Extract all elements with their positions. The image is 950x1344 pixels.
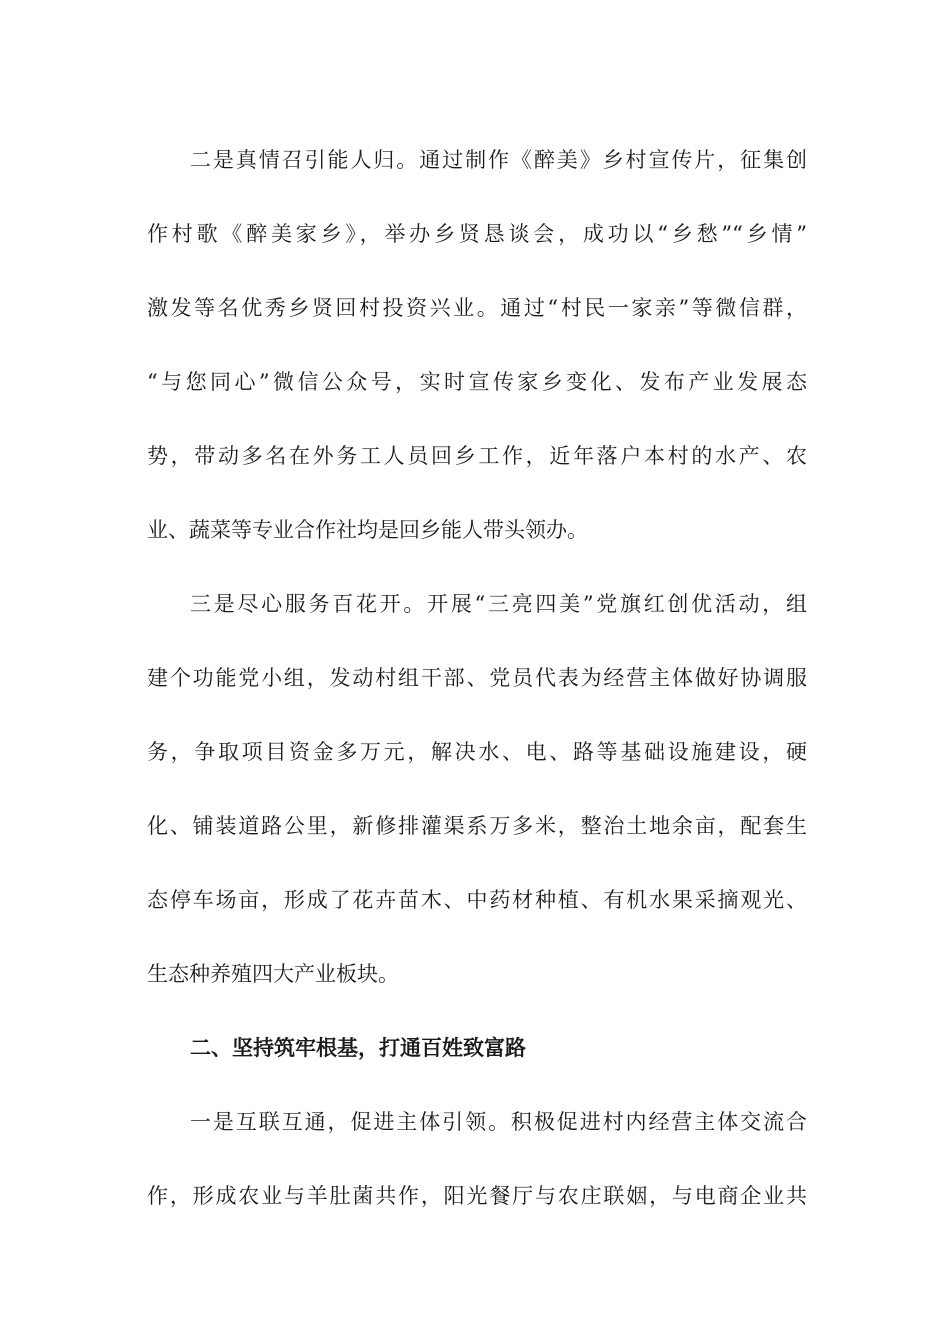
paragraph-line: 作，形成农业与羊肚菌共作，阳光餐厅与农庄联姻，与电商企业共: [147, 1184, 807, 1208]
paragraph-line: 务，争取项目资金多万元，解决水、电、路等基础设施建设，硬: [147, 740, 807, 764]
paragraph-line: 建个功能党小组，发动村组干部、党员代表为经营主体做好协调服: [147, 666, 807, 690]
section-heading: 二、坚持筑牢根基，打通百姓致富路: [190, 1036, 526, 1060]
paragraph-line: 态停车场亩，形成了花卉苗木、中药材种植、有机水果采摘观光、: [147, 888, 807, 912]
paragraph-line: 一是互联互通，促进主体引领。积极促进村内经营主体交流合: [190, 1110, 807, 1134]
paragraph-line: 业、蔬菜等专业合作社均是回乡能人带头领办。: [147, 518, 588, 542]
paragraph-line: 生态种养殖四大产业板块。: [147, 962, 399, 986]
paragraph-line: 势，带动多名在外务工人员回乡工作，近年落户本村的水产、农: [147, 444, 807, 468]
paragraph-line: 作村歌《醉美家乡》，举办乡贤恳谈会，成功以“乡愁”“乡情”: [147, 222, 807, 246]
paragraph-line: 化、铺装道路公里，新修排灌渠系万多米，整治土地余亩，配套生: [147, 814, 807, 838]
paragraph-line: “与您同心”微信公众号，实时宣传家乡变化、发布产业发展态: [147, 370, 807, 394]
paragraph-line: 三是尽心服务百花开。开展“三亮四美”党旗红创优活动，组: [190, 592, 807, 616]
paragraph-line: 二是真情召引能人归。通过制作《醉美》乡村宣传片，征集创: [190, 148, 807, 172]
paragraph-line: 激发等名优秀乡贤回村投资兴业。通过“村民一家亲”等微信群，: [147, 296, 807, 320]
